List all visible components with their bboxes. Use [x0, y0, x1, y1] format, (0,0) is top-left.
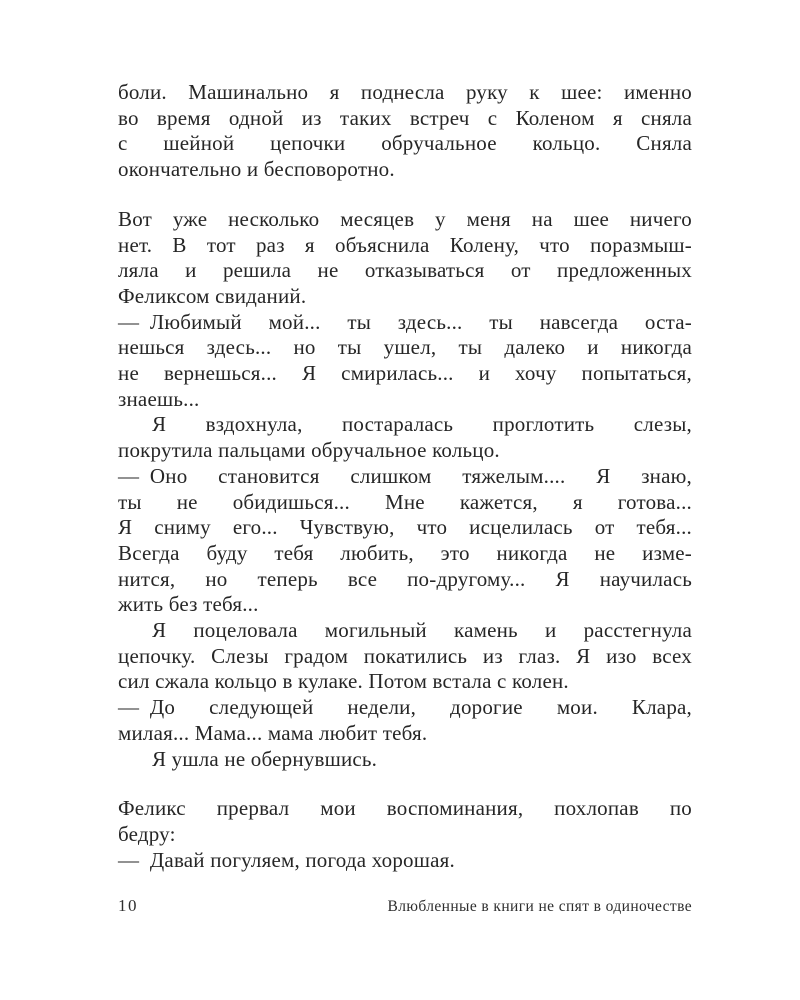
- page-footer: [118, 896, 692, 916]
- text-line: Я сниму его... Чувствую, что исцелилась от тебя...: [118, 515, 692, 540]
- text-line: нится, но теперь все по-другому... Я научилась: [118, 566, 692, 591]
- text-line: знаешь...: [118, 386, 200, 411]
- text-line: с шейной цепочки обручальное кольцо. Сняла: [118, 131, 692, 156]
- running-title: Влюбленные в книги не спят в одиночестве: [387, 898, 692, 915]
- text-line: Феликс прервал мои воспоминания, похлопав по: [118, 796, 692, 821]
- text-line: — Давай погуляем, погода хорошая.: [118, 847, 455, 872]
- page-text: [118, 80, 692, 873]
- text-line: милая... Мама... мама любит тебя.: [118, 720, 428, 745]
- text-line: нет. В тот раз я объяснила Колену, что поразмыш-: [118, 232, 692, 257]
- text-line: Всегда буду тебя любить, это никогда не изме-: [118, 540, 692, 565]
- text-line: покрутила пальцами обручальное кольцо.: [118, 438, 500, 463]
- text-line: ты не обидишься... Мне кажется, я готова...: [118, 489, 692, 514]
- paragraph-gap: [118, 772, 692, 796]
- text-line: бедру:: [118, 821, 176, 846]
- text-line: боли. Машинально я поднесла руку к шее: именно: [118, 80, 692, 104]
- text-line: — Оно становится слишком тяжелым.... Я знаю,: [118, 463, 692, 488]
- text-line: нешься здесь... но ты ушел, ты далеко и никогда: [118, 335, 692, 360]
- text-line: окончательно и бесповоротно.: [118, 157, 395, 182]
- text-line: во время одной из таких встреч с Коленом я сняла: [118, 105, 692, 130]
- page-number: 10: [118, 896, 138, 915]
- text-line: — До следующей недели, дорогие мои. Клара,: [118, 695, 692, 720]
- text-line: Вот уже несколько месяцев у меня на шее ничего: [118, 206, 692, 231]
- text-line: Феликсом свиданий.: [118, 283, 307, 308]
- text-line: — Любимый мой... ты здесь... ты навсегда оста-: [118, 309, 692, 334]
- text-line: цепочку. Слезы градом покатились из глаз. Я изо всех: [118, 643, 692, 668]
- text-line: не вернешься... Я смирилась... и хочу попытаться,: [118, 361, 692, 386]
- text-line: Я поцеловала могильный камень и расстегнула: [152, 618, 692, 643]
- paragraph-gap: [118, 183, 692, 207]
- text-line: ляла и решила не отказываться от предложенных: [118, 258, 692, 283]
- text-line: жить без тебя...: [118, 592, 259, 617]
- text-line: Я ушла не обернувшись.: [152, 746, 378, 771]
- text-line: Я вздохнула, постаралась проглотить слезы,: [152, 412, 692, 437]
- text-line: сил сжала кольцо в кулаке. Потом встала с колен.: [118, 669, 569, 694]
